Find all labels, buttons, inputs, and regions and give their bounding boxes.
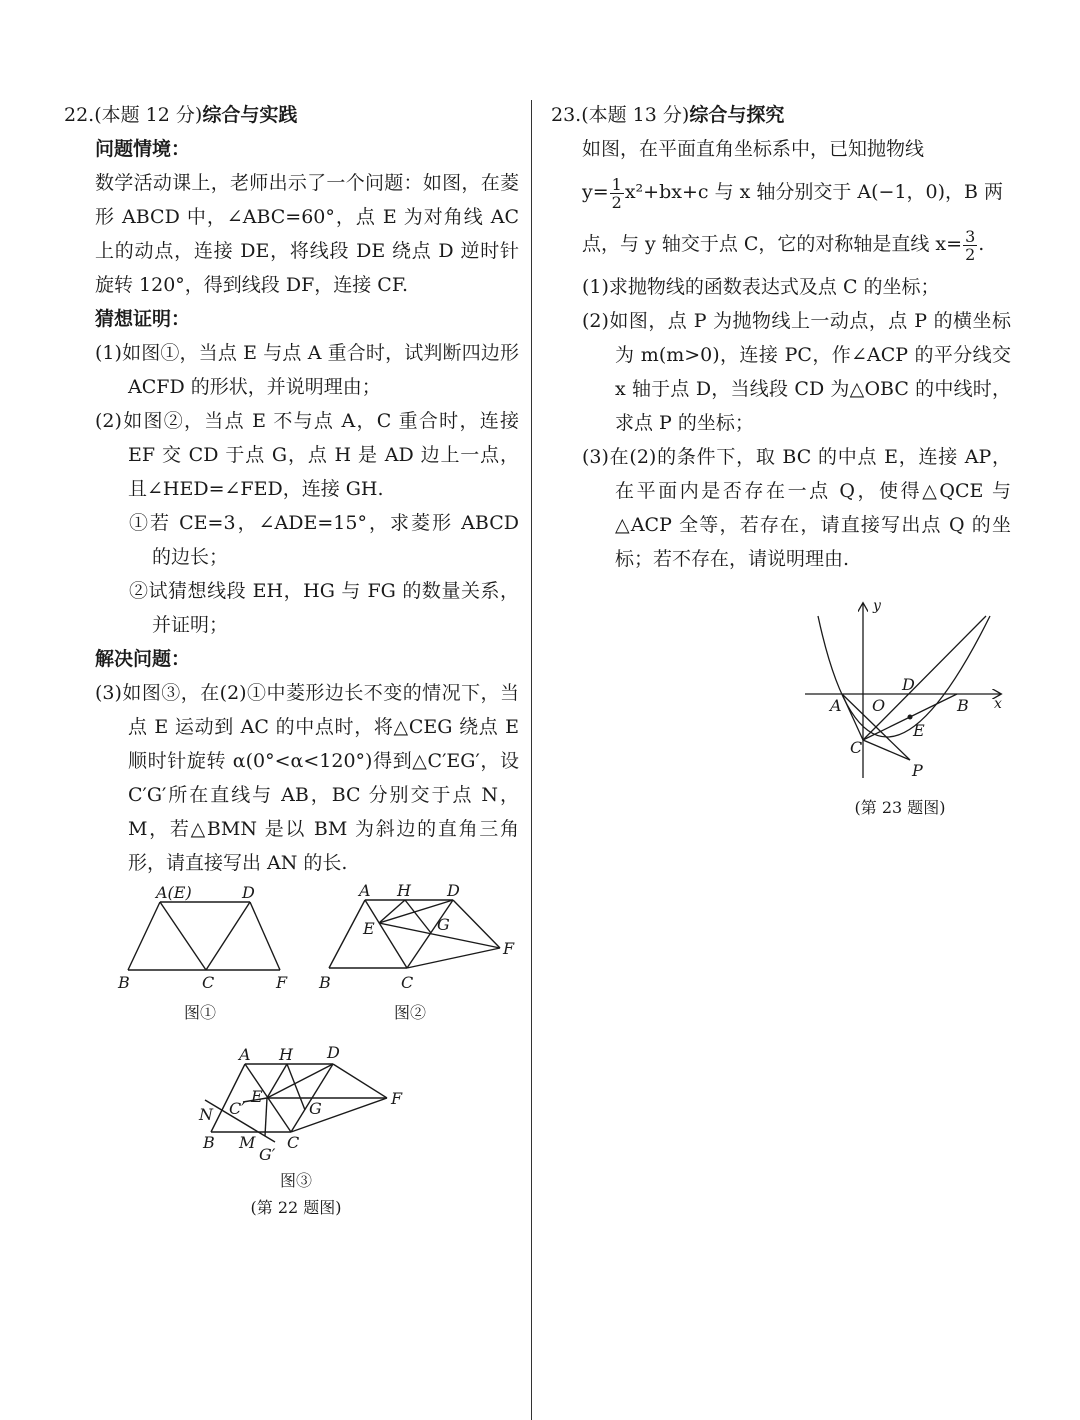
label-D: D bbox=[447, 881, 460, 900]
q22-section: 综合与实践 bbox=[202, 104, 298, 126]
label-D: D bbox=[902, 675, 915, 694]
q22-figure-caption: (第 22 题图) bbox=[250, 1198, 342, 1217]
q23-parabola-equation bbox=[551, 166, 1011, 218]
label-B: B bbox=[319, 973, 331, 992]
label-F: F bbox=[503, 939, 515, 958]
q23-figure-caption: (第 23 题图) bbox=[854, 798, 946, 817]
label-A: A bbox=[830, 696, 842, 715]
label-F: F bbox=[276, 973, 288, 992]
q22-situation-title: 问题情境： bbox=[95, 138, 191, 160]
question-22 bbox=[64, 98, 519, 880]
eq-rest: x²+bx+c 与 x 轴分别交于 A(−1，0)，B 两 bbox=[624, 181, 1004, 203]
q23-figure bbox=[800, 598, 1010, 783]
label-G: G bbox=[309, 1099, 322, 1118]
point-E bbox=[908, 715, 913, 720]
q22-score: (本题 12 分) bbox=[94, 104, 203, 126]
axis-text: 点，与 y 轴交于点 C，它的对称轴是直线 x= bbox=[582, 233, 963, 255]
label-E: E bbox=[363, 919, 375, 938]
label-G: G bbox=[437, 915, 450, 934]
q23-part3: (3)在(2)的条件下，取 BC 的中点 E，连接 AP，在平面内是否存在一点 Q，使得△QCE 与△ACP 全等，若存在，请直接写出点 Q 的坐标；若不存在，请说明理由. bbox=[582, 446, 1011, 570]
q23-axis-line bbox=[551, 218, 1011, 270]
label-D: D bbox=[327, 1043, 340, 1062]
axis-frac-den: 2 bbox=[965, 244, 976, 264]
label-C-prime: C′ bbox=[229, 1099, 245, 1118]
axis-fraction bbox=[963, 228, 977, 263]
axis-end: . bbox=[978, 233, 985, 255]
label-E: E bbox=[913, 721, 925, 740]
label-N: N bbox=[199, 1105, 213, 1124]
label-F: F bbox=[391, 1089, 403, 1108]
eq-frac-den: 2 bbox=[611, 192, 622, 212]
label-O: O bbox=[872, 696, 886, 715]
column-divider bbox=[531, 100, 532, 1420]
q22-heading bbox=[64, 98, 519, 132]
fig1-caption: 图① bbox=[183, 1003, 216, 1022]
q22-figure-3 bbox=[195, 1040, 415, 1165]
q22-part2: (2)如图②，当点 E 不与点 A，C 重合时，连接 EF 交 CD 于点 G，点 H 是 AD 边上一点，且∠HED=∠FED，连接 GH. bbox=[95, 410, 519, 500]
label-C: C bbox=[287, 1133, 300, 1152]
label-B: B bbox=[203, 1133, 215, 1152]
q22-conjecture-title: 猜想证明： bbox=[95, 308, 191, 330]
label-C: C bbox=[850, 738, 863, 757]
q22-part2-1: ①若 CE=3，∠ADE=15°，求菱形 ABCD 的边长； bbox=[129, 512, 519, 568]
q23-part2: (2)如图，点 P 为抛物线上一动点，点 P 的横坐标为 m(m>0)，连接 PC，作∠ACP 的平分线交 x 轴于点 D，当线段 CD 为△OBC 的中线时，求点 P 的坐标； bbox=[582, 310, 1011, 434]
q22-figure-2 bbox=[315, 878, 525, 993]
label-B: B bbox=[957, 696, 969, 715]
label-M: M bbox=[239, 1133, 256, 1152]
label-H: H bbox=[279, 1045, 293, 1064]
axis-frac-num: 3 bbox=[965, 226, 976, 246]
question-23 bbox=[551, 98, 1011, 576]
label-C: C bbox=[401, 973, 414, 992]
q22-part2-2: ②试猜想线段 EH，HG 与 FG 的数量关系，并证明； bbox=[129, 580, 519, 636]
label-H: H bbox=[397, 881, 411, 900]
label-y: y bbox=[873, 598, 881, 614]
label-B: B bbox=[118, 973, 130, 992]
q22-number: 22. bbox=[64, 104, 95, 126]
q22-solve-title: 解决问题： bbox=[95, 648, 191, 670]
label-G-prime: G′ bbox=[259, 1145, 276, 1164]
q22-part3: (3)如图③，在(2)①中菱形边长不变的情况下，当点 E 运动到 AC 的中点时，将△CEG 绕点 E 顺时针旋转 α(0°<α<120°)得到△C′EG′，设 C′G′所在直线与 AB，BC 分别交于点 N，M，若△BMN 是以 BM 为斜边的直角三角形，请直接写出 AN 的长. bbox=[95, 682, 519, 874]
fig3-caption: 图③ bbox=[279, 1171, 312, 1190]
label-A: A bbox=[239, 1045, 251, 1064]
q23-intro: 如图，在平面直角坐标系中，已知抛物线 bbox=[582, 138, 925, 160]
label-A: A bbox=[359, 881, 371, 900]
fig2-caption: 图② bbox=[393, 1003, 426, 1022]
label-x: x bbox=[994, 696, 1002, 712]
label-E: E bbox=[251, 1087, 263, 1106]
q23-score: (本题 13 分) bbox=[581, 104, 690, 126]
q23-number: 23. bbox=[551, 104, 582, 126]
label-D: D bbox=[242, 883, 255, 902]
eq-fraction bbox=[610, 176, 624, 211]
eq-frac-num: 1 bbox=[611, 174, 622, 194]
q22-figure-1 bbox=[110, 878, 300, 993]
label-A: A(E) bbox=[156, 883, 192, 902]
label-C: C bbox=[202, 973, 215, 992]
q23-section: 综合与探究 bbox=[689, 104, 785, 126]
q22-situation-text: 数学活动课上，老师出示了一个问题：如图，在菱形 ABCD 中，∠ABC=60°，点 E 为对角线 AC 上的动点，连接 DE，将线段 DE 绕点 D 逆时针旋转 120°，得到线段 DF，连接 CF. bbox=[95, 172, 519, 296]
q23-part1: (1)求抛物线的函数表达式及点 C 的坐标； bbox=[582, 276, 940, 298]
label-P: P bbox=[912, 761, 923, 780]
eq-y: y= bbox=[582, 181, 609, 203]
q23-heading bbox=[551, 98, 1011, 132]
q22-part1: (1)如图①，当点 E 与点 A 重合时，试判断四边形 ACFD 的形状，并说明理由； bbox=[95, 342, 519, 398]
